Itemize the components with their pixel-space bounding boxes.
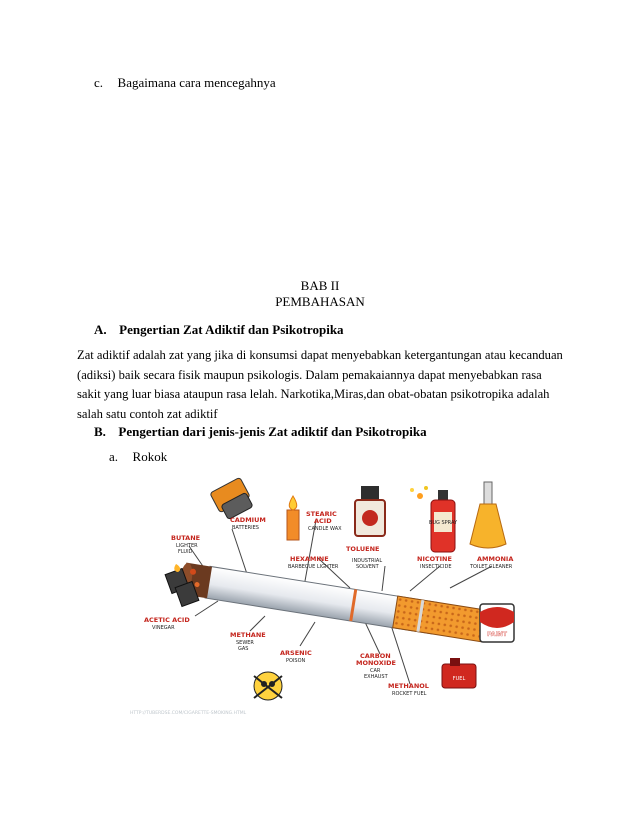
sublabel-fluid: FLUID <box>178 549 193 555</box>
section-b-heading <box>94 422 427 441</box>
sublabel-batteries: BATTERIES <box>232 525 259 531</box>
definition-paragraph <box>77 346 567 424</box>
ammonia-flask-icon <box>470 482 506 548</box>
label-nicotine: NICOTINE <box>417 555 452 563</box>
label-stearic: STEARIC <box>306 510 337 518</box>
sublabel-sewer: SEWER <box>236 640 254 646</box>
label-cadmium: CADMIUM <box>230 516 266 524</box>
skull-icon <box>254 672 282 700</box>
paint-label: PAINT <box>487 631 507 638</box>
sublabel-rocket-fuel: ROCKET FUEL <box>392 691 427 697</box>
fuel-can-icon <box>442 658 476 688</box>
label-ammonia: AMMONIA <box>477 555 514 563</box>
poison-bottle-icon <box>355 486 385 536</box>
label-methane: METHANE <box>230 631 266 639</box>
chapter-number: BAB II <box>300 278 340 293</box>
paragraph-line: salah satu contoh zat adiktif <box>77 406 218 421</box>
sublabel-poison: POISON <box>286 658 306 664</box>
bug-spray-icon <box>410 486 458 552</box>
label-monoxide: MONOXIDE <box>356 659 396 667</box>
sublabel-gas: GAS <box>238 646 249 652</box>
cigarette <box>177 562 486 642</box>
label-hexamine: HEXAMINE <box>290 555 329 563</box>
label-butane: BUTANE <box>171 534 201 542</box>
paragraph-line: sakit yang luar biasa ataupun rasa lelah. Narkotika,Miras,dan obat-obatan psikotropika adalah <box>77 387 550 401</box>
cigarette-ingredients-illustration <box>120 476 535 722</box>
candle-icon <box>287 496 299 540</box>
section-a-heading <box>94 320 344 339</box>
sub-item-a <box>109 447 167 466</box>
label-acetic-acid: ACETIC ACID <box>144 616 190 624</box>
section-marker: A. <box>94 322 107 337</box>
chapter-title: PEMBAHASAN <box>275 294 365 309</box>
battery-icon <box>210 477 253 519</box>
list-marker: a. <box>109 449 119 464</box>
sublabel-exhaust: EXHAUST <box>364 674 388 680</box>
list-item-c <box>94 73 276 92</box>
section-heading-text: Pengertian dari jenis-jenis Zat adiktif dan Psikotropika <box>118 424 427 439</box>
section-heading-text: Pengertian Zat Adiktif dan Psikotropika <box>119 322 344 337</box>
paint-can-icon <box>480 604 514 642</box>
sublabel-solvent: SOLVENT <box>356 564 379 570</box>
section-marker: B. <box>94 424 106 439</box>
bug-spray-label: BUG SPRAY <box>428 520 458 526</box>
label-methanol: METHANOL <box>388 682 429 690</box>
list-item-text: Bagaimana cara mencegahnya <box>117 75 276 90</box>
sublabel-insecticide: INSECTICIDE <box>420 564 452 570</box>
sublabel-candle-wax: CANDLE WAX <box>308 526 342 532</box>
list-item-text: Rokok <box>132 449 168 464</box>
sublabel-barbecue-lighter: BARBECUE LIGHTER <box>288 564 339 570</box>
label-arsenic: ARSENIC <box>280 649 312 657</box>
paragraph-line: (adiksi) baik secara fisik maupun psikologis. Dalam pemakaiannya dapat menyebabkan rasa <box>77 367 542 382</box>
sublabel-vinegar: VINEGAR <box>152 625 175 631</box>
label-stearic-acid: ACID <box>314 517 332 525</box>
sublabel-industrial: INDUSTRIAL <box>352 558 383 564</box>
label-carbon: CARBON <box>360 652 391 660</box>
image-source-watermark: HTTP://TUBERDSE.COM/CIGARETTE-SMOKING.HTML <box>130 711 247 716</box>
sublabel-car: CAR <box>370 668 381 674</box>
fuel-label: FUEL <box>452 676 466 682</box>
sublabel-lighter: LIGHTER <box>176 543 198 549</box>
label-toluene: TOLUENE <box>346 545 380 553</box>
list-marker: c. <box>94 75 104 90</box>
paragraph-line: Zat adiktif adalah zat yang jika di konsumsi dapat menyebabkan ketergantungan atau kecanduan <box>77 348 563 362</box>
sublabel-toilet-cleaner: TOILET CLEANER <box>470 564 513 570</box>
